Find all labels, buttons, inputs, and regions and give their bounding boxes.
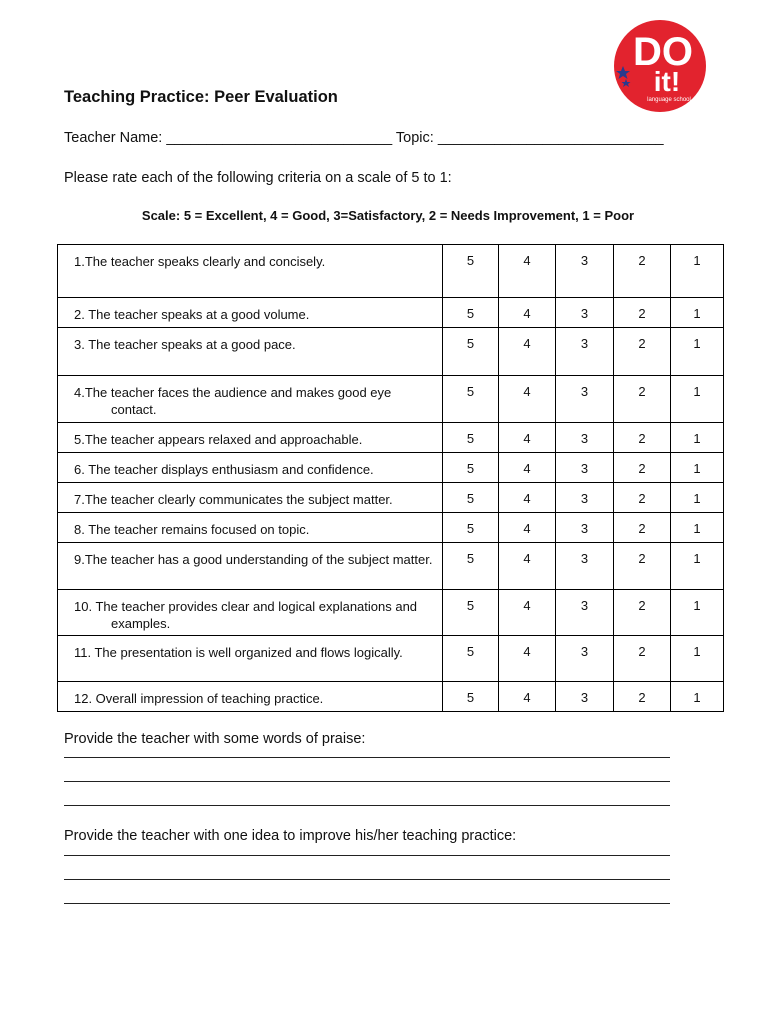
criterion-row — [58, 483, 724, 513]
criterion-row — [58, 513, 724, 543]
teacher-name-topic-line[interactable]: Teacher Name: ____________________________ Topic: ____________________________ — [64, 130, 664, 146]
improvement-blank-line[interactable] — [64, 879, 670, 880]
score-option-2[interactable]: 2 — [614, 682, 671, 712]
criterion-cell — [58, 682, 443, 712]
criterion-row — [58, 682, 724, 712]
criterion-cell — [58, 453, 443, 483]
criterion-text: 2. The teacher speaks at a good volume. — [74, 307, 310, 322]
score-option-5[interactable]: 5 — [443, 376, 499, 423]
score-option-2[interactable]: 2 — [614, 513, 671, 543]
criterion-text: 8. The teacher remains focused on topic. — [74, 522, 310, 537]
score-option-1[interactable]: 1 — [671, 328, 724, 376]
score-option-1[interactable]: 1 — [671, 636, 724, 682]
logo-tagline: language school — [647, 97, 691, 103]
criterion-row — [58, 590, 724, 636]
score-option-3[interactable]: 3 — [556, 636, 614, 682]
score-option-2[interactable]: 2 — [614, 328, 671, 376]
score-option-4[interactable]: 4 — [499, 543, 556, 590]
praise-blank-line[interactable] — [64, 805, 670, 806]
score-option-2[interactable]: 2 — [614, 636, 671, 682]
criterion-cell — [58, 513, 443, 543]
score-option-2[interactable]: 2 — [614, 423, 671, 453]
criterion-cell — [58, 543, 443, 590]
score-option-5[interactable]: 5 — [443, 298, 499, 328]
criterion-cell — [58, 298, 443, 328]
criterion-row — [58, 636, 724, 682]
criterion-text: 9.The teacher has a good understanding of the subject matter. — [74, 552, 433, 567]
logo-text-do: DO — [633, 30, 693, 74]
score-option-2[interactable]: 2 — [614, 453, 671, 483]
score-option-4[interactable]: 4 — [499, 245, 556, 298]
score-option-1[interactable]: 1 — [671, 423, 724, 453]
score-option-1[interactable]: 1 — [671, 453, 724, 483]
score-option-5[interactable]: 5 — [443, 453, 499, 483]
criterion-row — [58, 453, 724, 483]
score-option-4[interactable]: 4 — [499, 328, 556, 376]
score-option-3[interactable]: 3 — [556, 423, 614, 453]
score-option-5[interactable]: 5 — [443, 328, 499, 376]
score-option-4[interactable]: 4 — [499, 376, 556, 423]
score-option-4[interactable]: 4 — [499, 636, 556, 682]
page-title: Teaching Practice: Peer Evaluation — [64, 88, 338, 106]
score-option-1[interactable]: 1 — [671, 682, 724, 712]
criterion-row — [58, 298, 724, 328]
score-option-4[interactable]: 4 — [499, 483, 556, 513]
score-option-3[interactable]: 3 — [556, 376, 614, 423]
criterion-cell — [58, 245, 443, 298]
criterion-cell — [58, 483, 443, 513]
score-option-2[interactable]: 2 — [614, 483, 671, 513]
scale-legend: Scale: 5 = Excellent, 4 = Good, 3=Satisfactory, 2 = Needs Improvement, 1 = Poor — [141, 208, 635, 223]
score-option-3[interactable]: 3 — [556, 590, 614, 636]
score-option-3[interactable]: 3 — [556, 298, 614, 328]
criterion-cell — [58, 423, 443, 453]
criterion-cell — [58, 590, 443, 636]
criterion-text: 7.The teacher clearly communicates the subject matter. — [74, 492, 393, 507]
score-option-3[interactable]: 3 — [556, 483, 614, 513]
criterion-text: 4.The teacher faces the audience and makes good eye contact. — [74, 385, 392, 417]
criterion-text: 11. The presentation is well organized and flows logically. — [74, 645, 403, 660]
rating-instruction: Please rate each of the following criteria on a scale of 5 to 1: — [64, 170, 452, 186]
score-option-4[interactable]: 4 — [499, 453, 556, 483]
score-option-2[interactable]: 2 — [614, 590, 671, 636]
criterion-cell — [58, 636, 443, 682]
score-option-3[interactable]: 3 — [556, 328, 614, 376]
do-it-logo — [611, 19, 709, 113]
score-option-4[interactable]: 4 — [499, 298, 556, 328]
score-option-4[interactable]: 4 — [499, 423, 556, 453]
criterion-row — [58, 328, 724, 376]
score-option-4[interactable]: 4 — [499, 513, 556, 543]
criterion-text: 1.The teacher speaks clearly and concisely. — [74, 254, 326, 269]
score-option-1[interactable]: 1 — [671, 298, 724, 328]
score-option-5[interactable]: 5 — [443, 513, 499, 543]
criterion-text: 5.The teacher appears relaxed and approachable. — [74, 432, 363, 447]
criterion-row — [58, 423, 724, 453]
improvement-blank-line[interactable] — [64, 903, 670, 904]
score-option-5[interactable]: 5 — [443, 423, 499, 453]
criterion-row — [58, 376, 724, 423]
score-option-5[interactable]: 5 — [443, 636, 499, 682]
score-option-1[interactable]: 1 — [671, 513, 724, 543]
criterion-text: 10. The teacher provides clear and logical explanations and examples. — [74, 599, 418, 631]
score-option-5[interactable]: 5 — [443, 682, 499, 712]
score-option-5[interactable]: 5 — [443, 543, 499, 590]
criterion-row — [58, 245, 724, 298]
score-option-1[interactable]: 1 — [671, 245, 724, 298]
logo-text-it: it! — [653, 66, 681, 97]
praise-prompt: Provide the teacher with some words of praise: — [64, 731, 366, 747]
improvement-blank-line[interactable] — [64, 855, 670, 856]
score-option-3[interactable]: 3 — [556, 543, 614, 590]
praise-blank-line[interactable] — [64, 781, 670, 782]
praise-blank-line[interactable] — [64, 757, 670, 758]
score-option-5[interactable]: 5 — [443, 245, 499, 298]
score-option-5[interactable]: 5 — [443, 483, 499, 513]
improvement-prompt: Provide the teacher with one idea to improve his/her teaching practice: — [64, 828, 517, 844]
score-option-3[interactable]: 3 — [556, 513, 614, 543]
evaluation-table — [57, 244, 724, 712]
criterion-text: 6. The teacher displays enthusiasm and confidence. — [74, 462, 374, 477]
score-option-2[interactable]: 2 — [614, 298, 671, 328]
score-option-3[interactable]: 3 — [556, 245, 614, 298]
score-option-4[interactable]: 4 — [499, 590, 556, 636]
criterion-text: 12. Overall impression of teaching practice. — [74, 691, 324, 706]
score-option-4[interactable]: 4 — [499, 682, 556, 712]
score-option-1[interactable]: 1 — [671, 483, 724, 513]
criterion-row — [58, 543, 724, 590]
criterion-cell — [58, 376, 443, 423]
criterion-cell — [58, 328, 443, 376]
score-option-5[interactable]: 5 — [443, 590, 499, 636]
score-option-1[interactable]: 1 — [671, 376, 724, 423]
score-option-2[interactable]: 2 — [614, 245, 671, 298]
score-option-1[interactable]: 1 — [671, 590, 724, 636]
score-option-1[interactable]: 1 — [671, 543, 724, 590]
score-option-2[interactable]: 2 — [614, 376, 671, 423]
criterion-text: 3. The teacher speaks at a good pace. — [74, 337, 296, 352]
score-option-2[interactable]: 2 — [614, 543, 671, 590]
score-option-3[interactable]: 3 — [556, 453, 614, 483]
score-option-3[interactable]: 3 — [556, 682, 614, 712]
